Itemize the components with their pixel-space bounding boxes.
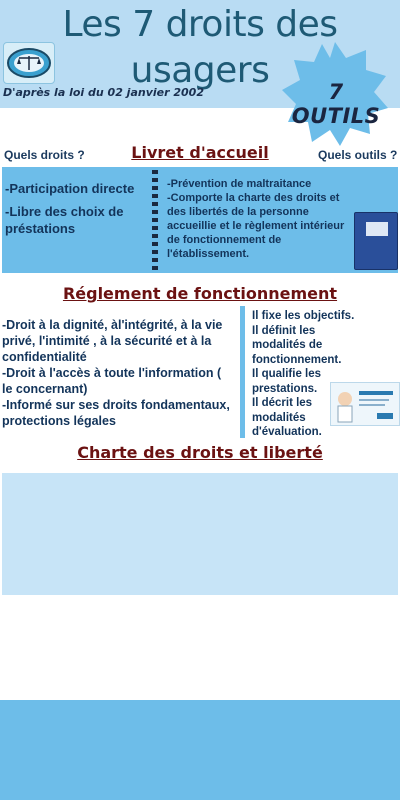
- section-title-reglement: Réglement de fonctionnement: [62, 284, 338, 303]
- list-item: -Droit à l'accès à toute l'information ( le concernant): [2, 366, 222, 396]
- list-item: Il définit les modalités de fonctionnement.: [252, 324, 342, 366]
- booklet-cover-label: [366, 222, 388, 236]
- list-item: -Libre des choix de préstations: [5, 204, 124, 236]
- list-item: Il fixe les objectifs.: [252, 310, 355, 322]
- section-title-charte: Charte des droits et liberté: [77, 443, 323, 462]
- law-reference: D'après la loi du 02 janvier 2002: [3, 86, 204, 99]
- tools-badge-label: 7 OUTILS: [291, 80, 381, 128]
- list-item: -Participation directe: [5, 181, 135, 196]
- justice-scales-logo: [3, 42, 55, 84]
- list-item: -Informé sur ses droits fondamentaux, protections légales: [2, 398, 230, 428]
- reglement-rights-list: [2, 317, 234, 429]
- dotted-divider: [152, 170, 158, 270]
- vertical-divider: [240, 306, 245, 438]
- footer-band: [0, 700, 400, 800]
- list-item: -Comporte la charte des droits et des libertés de la personne accueillie et le règlement intérieur de fonctionnement de l'établissement.: [167, 192, 345, 260]
- list-item: Il décrit les modalités d'évaluation.: [252, 397, 322, 438]
- question-rights: Quels droits ?: [4, 148, 85, 162]
- livret-rights-list: [5, 180, 150, 243]
- question-tools: Quels outils ?: [318, 148, 398, 162]
- list-item: -Prévention de maltraitance: [167, 178, 312, 190]
- list-item: Il qualifie les prestations.: [252, 368, 322, 395]
- section-title-livret: Livret d'accueil: [131, 143, 269, 162]
- list-item: -Droit à la dignité, àl'intégrité, à la vie privé, l'intimité , à la sécurité et à la confidentialité: [2, 318, 223, 364]
- booklet-image: [354, 212, 398, 270]
- livret-tools-list: [167, 177, 352, 261]
- reglement-illustration: [330, 382, 400, 426]
- page-title: Les 7 droits des usagers: [62, 4, 338, 91]
- charte-panel: [2, 473, 398, 595]
